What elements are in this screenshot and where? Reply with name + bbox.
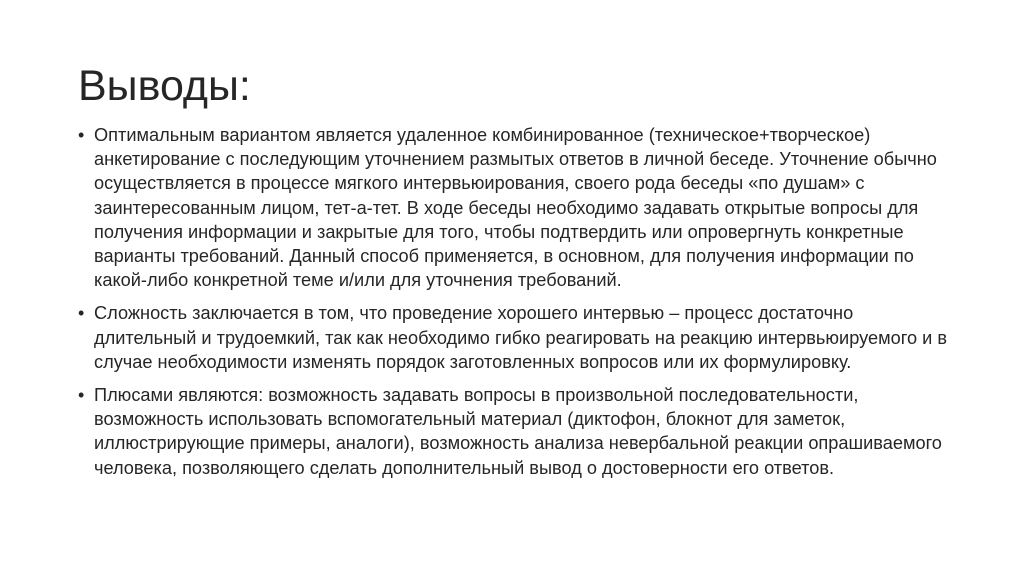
bullet-item <box>78 383 958 480</box>
bullet-dot-icon: • <box>78 385 85 406</box>
bullet-text: Оптимальным вариантом является удаленное комбинированное (техническое+творческое) анкетирование с последующим уточнением размытых ответов в личной беседе. Уточнение обычно осуществляется в процессе мягкого интервьюирования, своего рода беседы «по душам» с заинтересованным лицом, тет-а-тет. В ходе беседы необходимо задавать открытые вопросы для получения информации и закрытые для того, чтобы подтвердить или опровергнуть конкретные варианты требований. Данный способ применяется, в основном, для получения информации по какой-либо конкретной теме и/или для уточнения требований. <box>94 125 937 291</box>
slide-title: Выводы: <box>78 62 251 110</box>
bullet-text: Сложность заключается в том, что проведение хорошего интервью – процесс достаточно длительный и трудоемкий, так как необходимо гибко реагировать на реакцию интервьюируемого и в случае необходимости изменять порядок заготовленных вопросов или их формулировку. <box>94 303 948 372</box>
bullet-item <box>78 301 958 374</box>
bullet-dot-icon: • <box>78 125 85 145</box>
bullet-text: Плюсами являются: возможность задавать вопросы в произвольной последовательности, возможность использовать вспомогательный материал (диктофон, блокнот для заметок, иллюстрирующие примеры, аналоги), возможность анализа невербальной реакции опрашиваемого человека, позволяющего сделать дополнительный вывод о достоверности его ответов. <box>94 385 942 478</box>
bullet-dot-icon: • <box>78 303 85 324</box>
bullet-list <box>78 123 958 489</box>
bullet-item <box>78 123 958 292</box>
